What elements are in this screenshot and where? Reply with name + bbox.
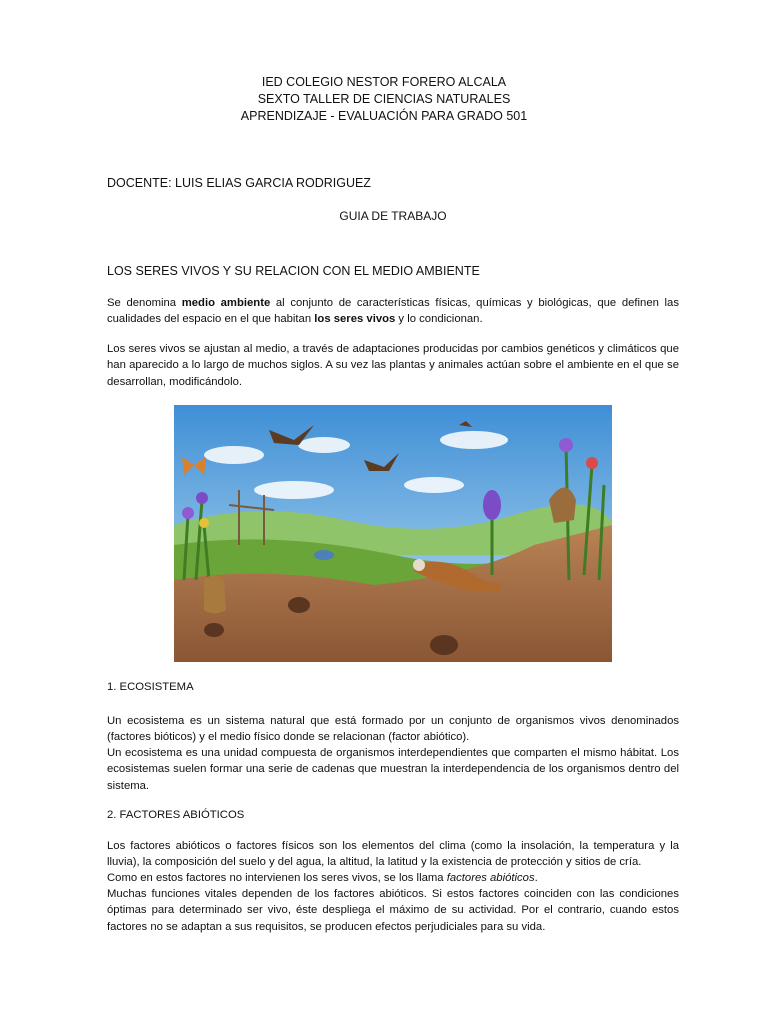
ecosistema-paragraph-2: Un ecosistema es una unidad compuesta de organismos interdependientes que comparten el mismo hábitat. Los ecosistemas suelen formar una serie de cadenas que muestran la interdependencia de los organismos dentro del sistema. <box>107 747 679 792</box>
school-name: IED COLEGIO NESTOR FORERO ALCALA <box>261 75 507 89</box>
intro-paragraph-1: Se denomina medio ambiente al conjunto de características físicas, químicas y biológicas, que definen las cualidades del espacio en el que habitan los seres vivos y lo condicionan. <box>107 297 679 326</box>
abioticos-paragraph-3: Muchas funciones vitales dependen de los factores abióticos. Si estos factores coinciden con las condiciones óptimas para determinado ser vivo, éste despliega el máximo de su actividad. Por el contrario, cuando estos factores no se adaptan a sus requisitos, se producen efectos perjudiciales para su vida. <box>107 888 679 933</box>
abioticos-paragraph-2: Como en estos factores no intervienen los seres vivos, se los llama factores abióticos. <box>107 872 538 884</box>
document-header <box>0 74 768 125</box>
italic-term-factores-abioticos: factores abióticos <box>446 872 535 884</box>
ecosistema-heading: 1. ECOSISTEMA <box>107 681 194 693</box>
intro-paragraph-2: Los seres vivos se ajustan al medio, a través de adaptaciones producidas por cambios genéticos y climáticos que han aparecido a lo largo de muchos siglos. A su vez las plantas y animales actúan sobre el ambiente en el que se desarrollan, modificándolo. <box>107 343 679 388</box>
workshop-title: SEXTO TALLER DE CIENCIAS NATURALES <box>257 92 511 106</box>
abioticos-heading: 2. FACTORES ABIÓTICOS <box>107 809 245 821</box>
ecosystem-illustration <box>174 405 612 662</box>
bold-term-seres-vivos: los seres vivos <box>314 313 396 326</box>
guide-title: GUIA DE TRABAJO <box>339 209 447 223</box>
teacher-name: DOCENTE: LUIS ELIAS GARCIA RODRIGUEZ <box>107 176 371 190</box>
ecosistema-paragraph-1: Un ecosistema es un sistema natural que está formado por un conjunto de organismos vivos denominados (factores bióticos) y el medio físico donde se relacionan (factor abiótico). <box>107 715 679 744</box>
grade-title: APRENDIZAJE - EVALUACIÓN PARA GRADO 501 <box>240 109 528 123</box>
section-title: LOS SERES VIVOS Y SU RELACION CON EL MEDIO AMBIENTE <box>107 264 480 278</box>
abioticos-paragraph-1: Los factores abióticos o factores físicos son los elementos del clima (como la insolación, la temperatura y la lluvia), la composición del suelo y del agua, la altitud, la latitud y la existencia de protección y sitios de cría. <box>107 840 679 869</box>
bold-term-medio-ambiente: medio ambiente <box>181 297 271 309</box>
